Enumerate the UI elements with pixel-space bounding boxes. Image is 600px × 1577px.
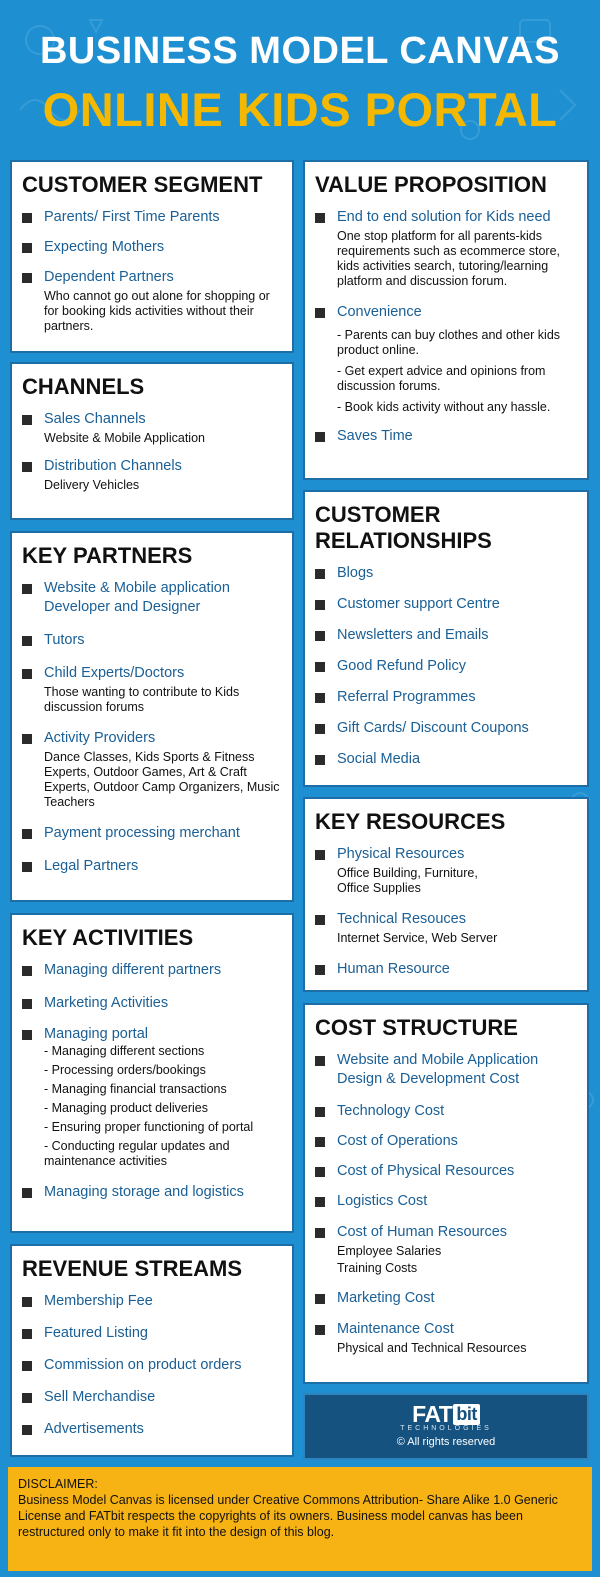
item-label: Cost of Physical Resources (337, 1163, 515, 1179)
bullet-icon (315, 915, 325, 925)
bullet-icon (315, 1056, 325, 1066)
portal-subitem: - Processing orders/bookings (44, 1063, 206, 1077)
portal-subitem: - Managing product deliveries (44, 1101, 208, 1115)
revenue-streams-box (10, 1244, 294, 1457)
key-activities-box (10, 913, 294, 1233)
item-label: Human Resource (337, 961, 450, 977)
item-label: Convenience (337, 304, 422, 320)
convenience-subitem: - Parents can buy clothes and other kids product online. (337, 328, 561, 357)
item-label: Blogs (337, 565, 374, 581)
convenience-subitem: - Get expert advice and opinions from discussion forums. (337, 364, 546, 393)
bullet-icon (315, 1197, 325, 1207)
item-label: Logistics Cost (337, 1193, 428, 1209)
list-item (315, 1192, 577, 1211)
list-item (315, 427, 577, 446)
portal-subitem: - Ensuring proper functioning of portal (44, 1120, 254, 1134)
item-description: Training Costs (337, 1261, 418, 1275)
bullet-icon (315, 662, 325, 672)
disclaimer-text: Business Model Canvas is licensed under Creative Commons Attribution- Share Alike 1.0 Generic License and FATbit respects the copyrights of its owners. Business model canvas has been restructured only to make it fit into the design of this blog. (18, 1493, 558, 1539)
item-label: Saves Time (337, 428, 413, 444)
item-label: Marketing Activities (44, 995, 169, 1011)
list-item (315, 1132, 577, 1151)
customer-segment-title: CUSTOMER SEGMENT (22, 172, 263, 197)
bullet-icon (22, 862, 32, 872)
bullet-icon (315, 432, 325, 442)
item-label: Newsletters and Emails (337, 627, 489, 643)
key-activities-title: KEY ACTIVITIES (22, 925, 194, 950)
item-label: Advertisements (44, 1421, 144, 1437)
item-description: Dance Classes, Kids Sports & Fitness Experts, Outdoor Games, Art & Craft Experts, Outdoor Camp Organizers, Music Teachers (44, 750, 280, 809)
item-label: Referral Programmes (337, 689, 476, 705)
list-item (22, 208, 282, 227)
title-line: RELATIONSHIPS (315, 528, 492, 553)
list-item (22, 824, 282, 843)
bullet-icon (315, 1325, 325, 1335)
item-label: Customer support Centre (337, 596, 500, 612)
list-item (315, 564, 577, 583)
fatbit-logo-box (303, 1393, 589, 1460)
list-item (22, 631, 282, 650)
item-label: Commission on product orders (44, 1357, 242, 1373)
bullet-icon (315, 1294, 325, 1304)
convenience-subitem: - Book kids activity without any hassle. (337, 400, 551, 414)
item-label: Good Refund Policy (337, 658, 466, 674)
bullet-icon (22, 273, 32, 283)
list-item (315, 845, 577, 896)
portal-subitem: - Conducting regular updates and maintenance activities (44, 1139, 230, 1168)
item-label: Expecting Mothers (44, 239, 165, 255)
item-description: Who cannot go out alone for shopping or for booking kids activities without their partners. (44, 289, 270, 333)
list-item (22, 1388, 282, 1407)
bullet-icon (22, 1393, 32, 1403)
item-label: Membership Fee (44, 1293, 153, 1309)
list-item (315, 960, 577, 979)
list-item (22, 1356, 282, 1375)
bullet-icon (315, 600, 325, 610)
copyright-text: © All rights reserved (396, 1436, 496, 1448)
logo-technologies: TECHNOLOGIES (400, 1425, 492, 1432)
bullet-icon (22, 462, 32, 472)
item-label: Maintenance Cost (337, 1321, 454, 1337)
bullet-icon (22, 636, 32, 646)
bullet-icon (22, 1361, 32, 1371)
item-label: Gift Cards/ Discount Coupons (337, 720, 529, 736)
bullet-icon (315, 724, 325, 734)
value-proposition-box (303, 160, 589, 480)
item-label: Parents/ First Time Parents (44, 209, 220, 225)
list-item (315, 1162, 577, 1181)
list-item (315, 750, 577, 769)
bullet-icon (315, 1137, 325, 1147)
item-label: Tutors (44, 632, 85, 648)
bullet-icon (22, 1425, 32, 1435)
bullet-icon (22, 415, 32, 425)
list-item (22, 729, 282, 810)
list-item (22, 410, 282, 446)
channels-title: CHANNELS (22, 374, 145, 399)
bullet-icon (315, 1107, 325, 1117)
customer-relationships-title (315, 502, 577, 554)
item-label: Technology Cost (337, 1103, 445, 1119)
key-partners-box (10, 531, 294, 902)
list-item (22, 1183, 282, 1202)
bullet-icon (22, 1297, 32, 1307)
bullet-icon (315, 693, 325, 703)
list-item (315, 910, 577, 946)
bullet-icon (22, 243, 32, 253)
key-partners-title: KEY PARTNERS (22, 543, 193, 568)
list-item (22, 664, 282, 715)
portal-subitem: - Managing different sections (44, 1044, 205, 1058)
list-item (315, 303, 577, 415)
list-item (315, 1051, 577, 1089)
customer-relationships-box (303, 490, 589, 787)
bullet-icon (315, 569, 325, 579)
item-label: Activity Providers (44, 730, 156, 746)
bullet-icon (22, 966, 32, 976)
item-label: Dependent Partners (44, 269, 174, 285)
list-item (22, 268, 282, 334)
list-item (22, 1025, 282, 1169)
list-item (22, 961, 282, 980)
bullet-icon (22, 999, 32, 1009)
list-item (22, 1324, 282, 1343)
item-label: Legal Partners (44, 858, 139, 874)
list-item (22, 238, 282, 257)
list-item (22, 1420, 282, 1439)
bullet-icon (315, 631, 325, 641)
list-item (315, 688, 577, 707)
page-title: BUSINESS MODEL CANVAS (39, 30, 561, 72)
bullet-icon (22, 734, 32, 744)
item-label: Sell Merchandise (44, 1389, 156, 1405)
list-item (315, 208, 577, 289)
item-description: Internet Service, Web Server (337, 931, 498, 945)
list-item (315, 1223, 577, 1276)
channels-box (10, 362, 294, 520)
logo-fat: FAT (412, 1401, 453, 1427)
item-label: Managing storage and logistics (44, 1184, 244, 1200)
list-item (315, 657, 577, 676)
key-resources-box (303, 797, 589, 992)
item-description: Website & Mobile Application (44, 431, 205, 445)
item-label: Featured Listing (44, 1325, 148, 1341)
bullet-icon (315, 308, 325, 318)
item-label: Marketing Cost (337, 1290, 435, 1306)
list-item (22, 1292, 282, 1311)
disclaimer-box (8, 1467, 592, 1571)
item-label: Managing portal (44, 1026, 148, 1042)
bullet-icon (315, 1167, 325, 1177)
bullet-icon (22, 669, 32, 679)
list-item (315, 719, 577, 738)
item-label: Sales Channels (44, 411, 146, 427)
list-item (315, 1320, 577, 1356)
item-description: Office Building, Furniture, Office Supplies (337, 866, 478, 895)
list-item (315, 1102, 577, 1121)
logo-bit: bit (453, 1404, 480, 1425)
item-label: Cost of Human Resources (337, 1224, 508, 1240)
item-label: Website and Mobile Application Design & Development Cost (337, 1052, 539, 1087)
item-label: Managing different partners (44, 962, 222, 978)
bullet-icon (22, 1188, 32, 1198)
bullet-icon (22, 1329, 32, 1339)
bullet-icon (22, 829, 32, 839)
bullet-icon (22, 584, 32, 594)
list-item (22, 579, 282, 617)
bullet-icon (315, 213, 325, 223)
bullet-icon (315, 850, 325, 860)
page-subtitle: ONLINE KIDS PORTAL (42, 83, 558, 136)
item-description: Delivery Vehicles (44, 478, 140, 492)
item-description: One stop platform for all parents-kids requirements such as ecommerce store, kids activities search, tutoring/learning platform and discussion forum. (337, 229, 561, 288)
item-description: Those wanting to contribute to Kids discussion forums (44, 685, 240, 714)
cost-structure-title: COST STRUCTURE (315, 1015, 518, 1040)
value-proposition-title: VALUE PROPOSITION (315, 172, 547, 197)
fatbit-logo (305, 1401, 587, 1428)
list-item (22, 457, 282, 493)
item-label: Website & Mobile application Developer and Designer (44, 580, 230, 615)
item-label: Physical Resources (337, 846, 465, 862)
bullet-icon (22, 1030, 32, 1040)
list-item (315, 1289, 577, 1308)
item-description: Physical and Technical Resources (337, 1341, 527, 1355)
item-description: Employee Salaries (337, 1244, 442, 1258)
list-item (22, 994, 282, 1013)
bullet-icon (22, 213, 32, 223)
item-label: Payment processing merchant (44, 825, 240, 841)
cost-structure-box (303, 1003, 589, 1384)
disclaimer-heading: DISCLAIMER: (18, 1477, 98, 1491)
item-label: Cost of Operations (337, 1133, 458, 1149)
list-item (315, 595, 577, 614)
title-line: CUSTOMER (315, 502, 441, 527)
bullet-icon (315, 755, 325, 765)
list-item (22, 857, 282, 876)
item-label: Technical Resouces (337, 911, 466, 927)
portal-subitem: - Managing financial transactions (44, 1082, 227, 1096)
bullet-icon (315, 965, 325, 975)
item-label: Child Experts/Doctors (44, 665, 185, 681)
customer-segment-box (10, 160, 294, 353)
header (0, 0, 600, 150)
bullet-icon (315, 1228, 325, 1238)
revenue-streams-title: REVENUE STREAMS (22, 1256, 243, 1281)
item-label: Social Media (337, 751, 421, 767)
list-item (315, 626, 577, 645)
item-label: End to end solution for Kids need (337, 209, 551, 225)
key-resources-title: KEY RESOURCES (315, 809, 506, 834)
item-label: Distribution Channels (44, 458, 182, 474)
